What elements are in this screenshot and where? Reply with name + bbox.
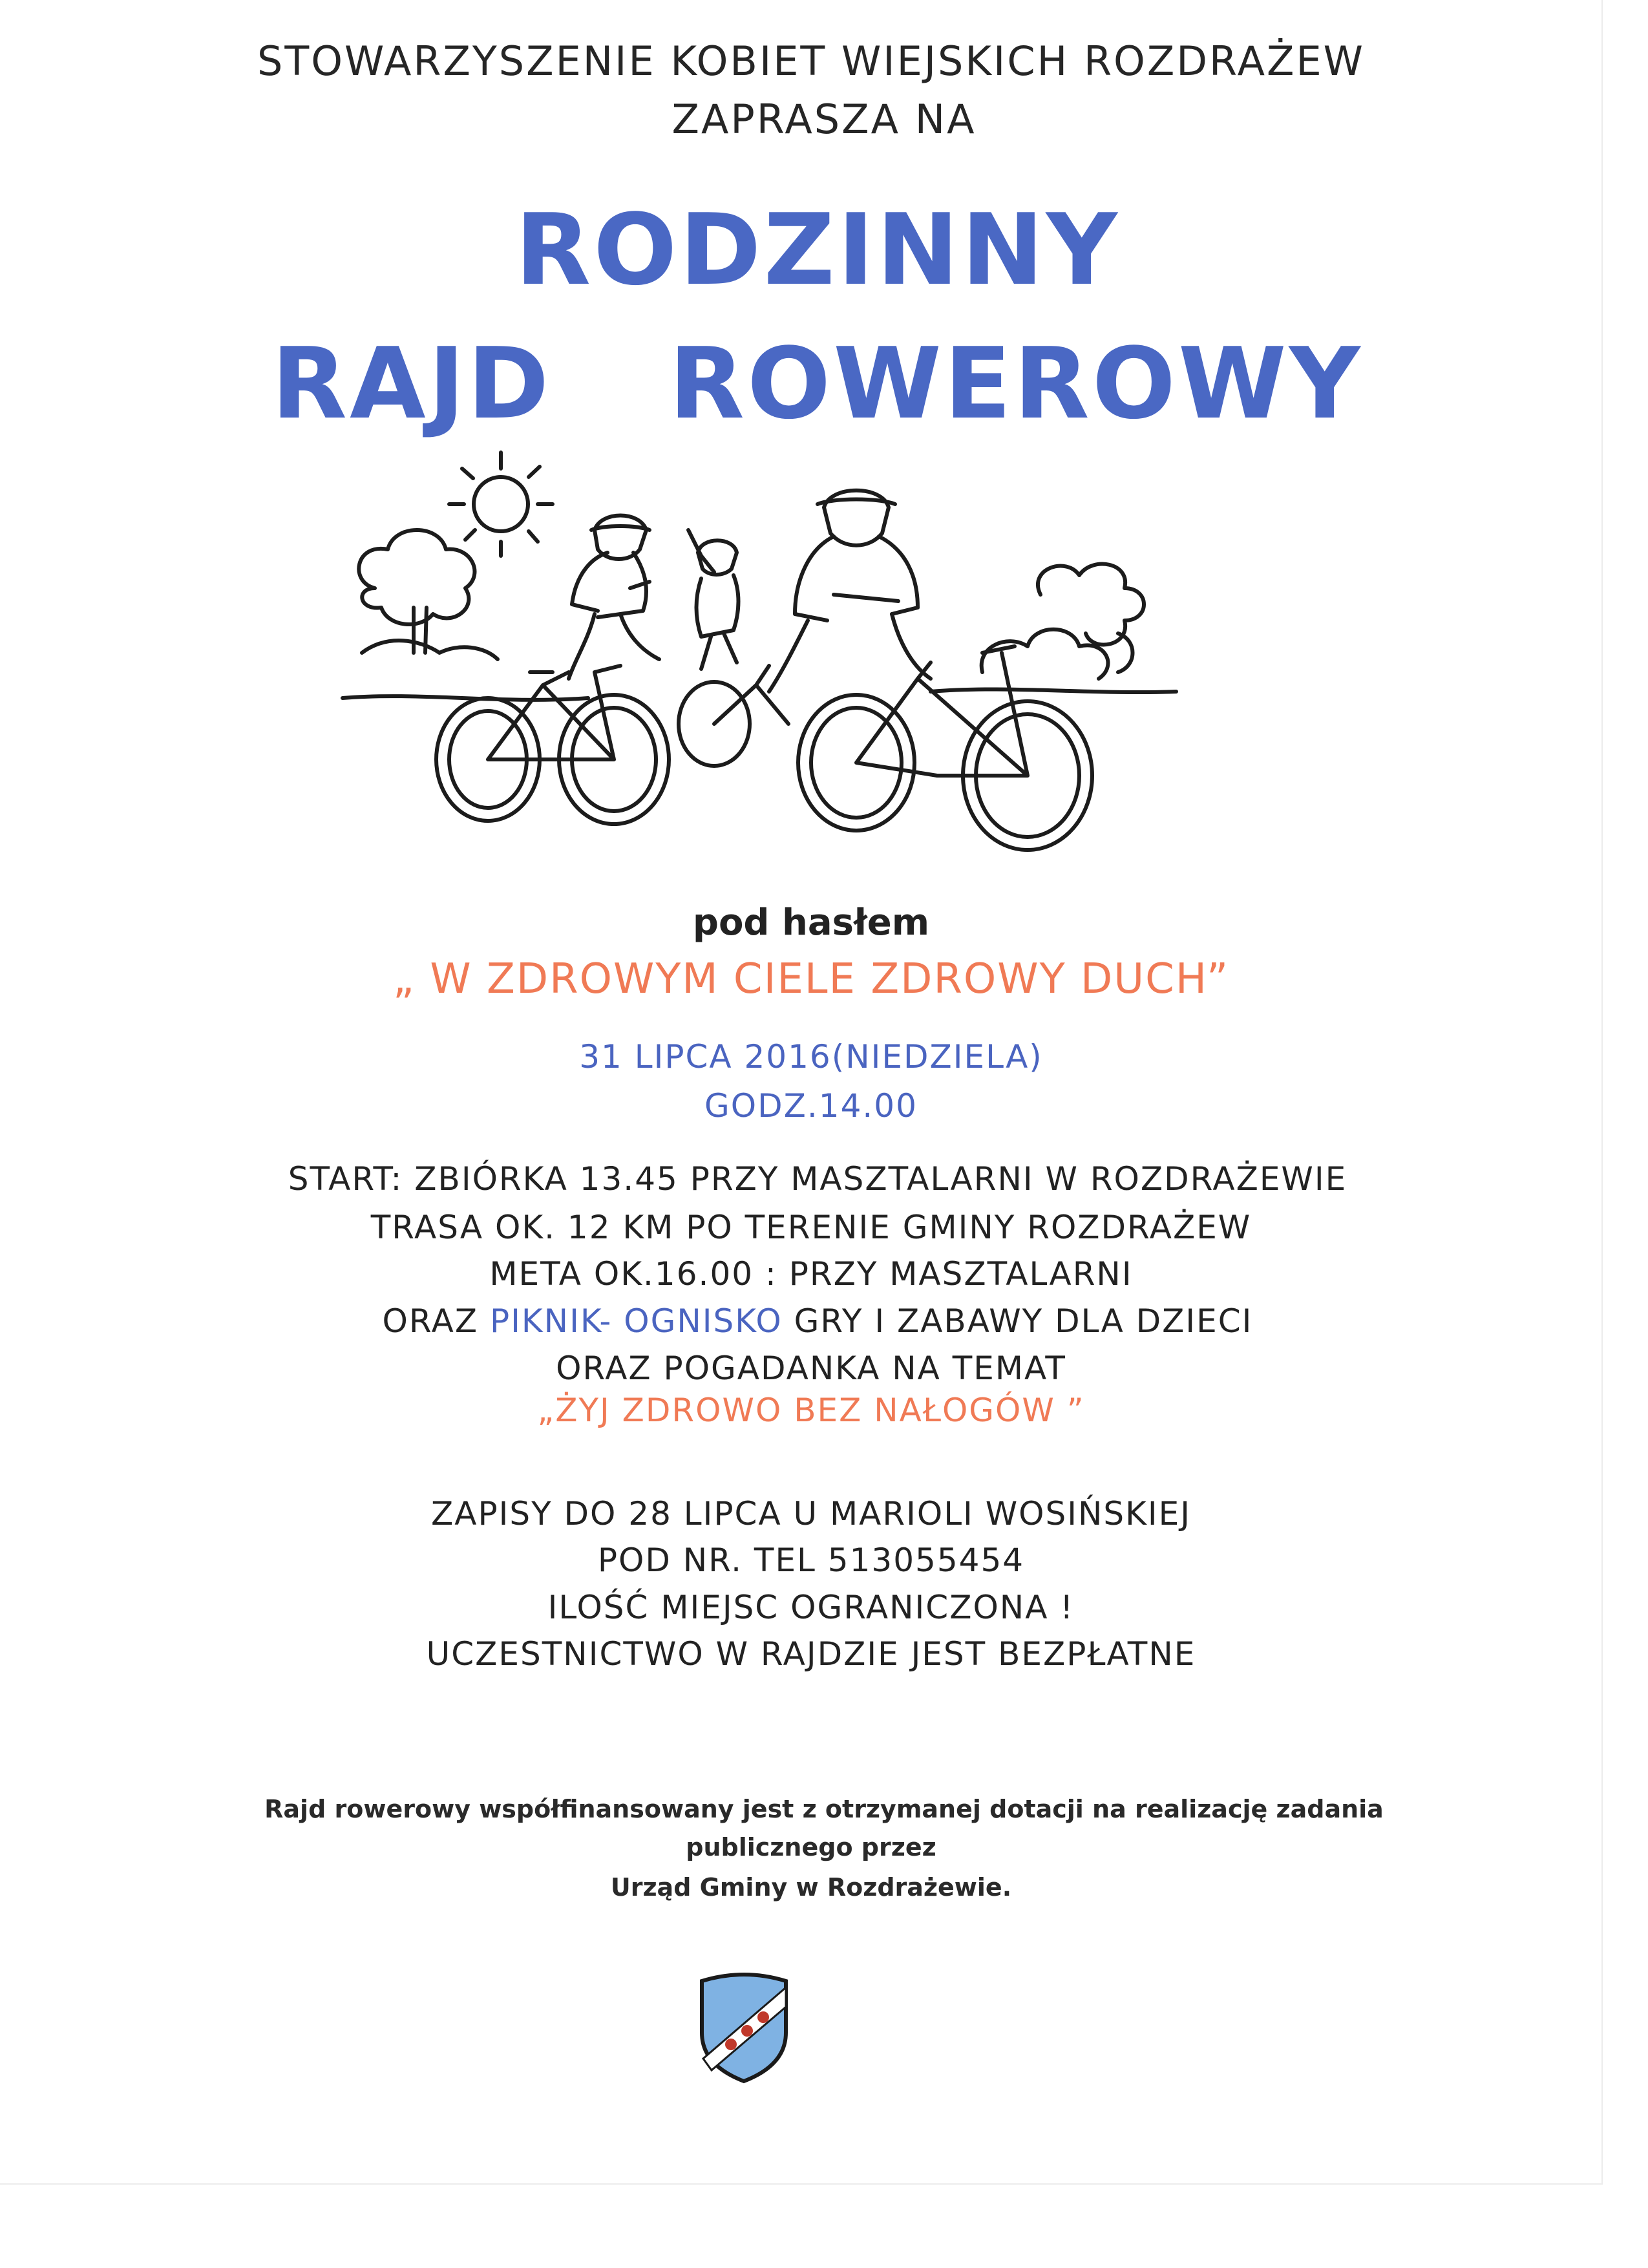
right-bush-icon <box>982 564 1144 679</box>
mother-bicycle-icon <box>436 666 669 824</box>
left-tree-icon <box>359 530 498 659</box>
funding-line1: Rajd rowerowy współfinansowany jest z otrzymanej dotacji na realizację zadania <box>264 1795 1384 1823</box>
child-cyclist-icon <box>688 530 739 669</box>
title-rodzinny: RODZINNY <box>515 193 1120 307</box>
slogan-text: „ W ZDROWYM CIELE ZDROWY DUCH” <box>392 955 1230 1003</box>
family-bicycle-ride-drawing-icon <box>336 440 1228 853</box>
child-bicycle-icon <box>679 666 788 766</box>
extras-info <box>0 1302 1642 1340</box>
rozdrazew-coat-of-arms-icon <box>695 1962 792 2084</box>
registration-phone: POD NR. TEL 513055454 <box>597 1542 1025 1579</box>
route-info: TRASA OK. 12 KM PO TERENIE GMINY ROZDRAŻEW <box>370 1209 1252 1246</box>
talk-topic: „ŻYJ ZDROWO BEZ NAŁOGÓW ” <box>537 1392 1085 1429</box>
finish-info: META OK.16.00 : PRZY MASZTALARNI <box>489 1255 1133 1293</box>
organizer-heading: STOWARZYSZENIE KOBIET WIEJSKICH ROZDRAŻEW <box>257 37 1365 85</box>
invitation-heading: ZAPRASZA NA <box>671 96 977 143</box>
registration-deadline: ZAPISY DO 28 LIPCA U MARIOLI WOSIŃSKIEJ <box>430 1495 1192 1532</box>
picnic-highlight: PIKNIK- OGNISKO <box>489 1302 783 1340</box>
slogan-intro: pod hasłem <box>692 902 930 944</box>
event-time: GODZ.14.00 <box>704 1087 918 1125</box>
father-cyclist-icon <box>769 491 931 692</box>
free-participation: UCZESTNICTWO W RAJDZIE JEST BEZPŁATNE <box>426 1635 1196 1673</box>
start-info: START: ZBIÓRKA 13.45 PRZY MASZTALARNI W ROZDRAŻEWIE <box>288 1160 1347 1198</box>
extras-suffix: GRY I ZABAWY DLA DZIECI <box>794 1302 1253 1340</box>
limited-places: ILOŚĆ MIEJSC OGRANICZONA ! <box>547 1589 1075 1626</box>
father-bicycle-icon <box>798 646 1092 850</box>
title-rajd: RAJD <box>271 326 552 441</box>
funding-line3: Urząd Gminy w Rozdrażewie. <box>610 1873 1012 1902</box>
title-rowerowy: ROWEROWY <box>669 326 1363 441</box>
mother-cyclist-icon <box>569 516 659 679</box>
sun-icon <box>449 452 553 556</box>
event-date: 31 LIPCA 2016(NIEDZIELA) <box>579 1038 1043 1076</box>
extras-prefix: ORAZ <box>382 1302 479 1340</box>
funding-line2: publicznego przez <box>686 1833 936 1861</box>
scan-edge-bottom <box>0 2183 1603 2185</box>
talk-info: ORAZ POGADANKA NA TEMAT <box>556 1350 1066 1387</box>
